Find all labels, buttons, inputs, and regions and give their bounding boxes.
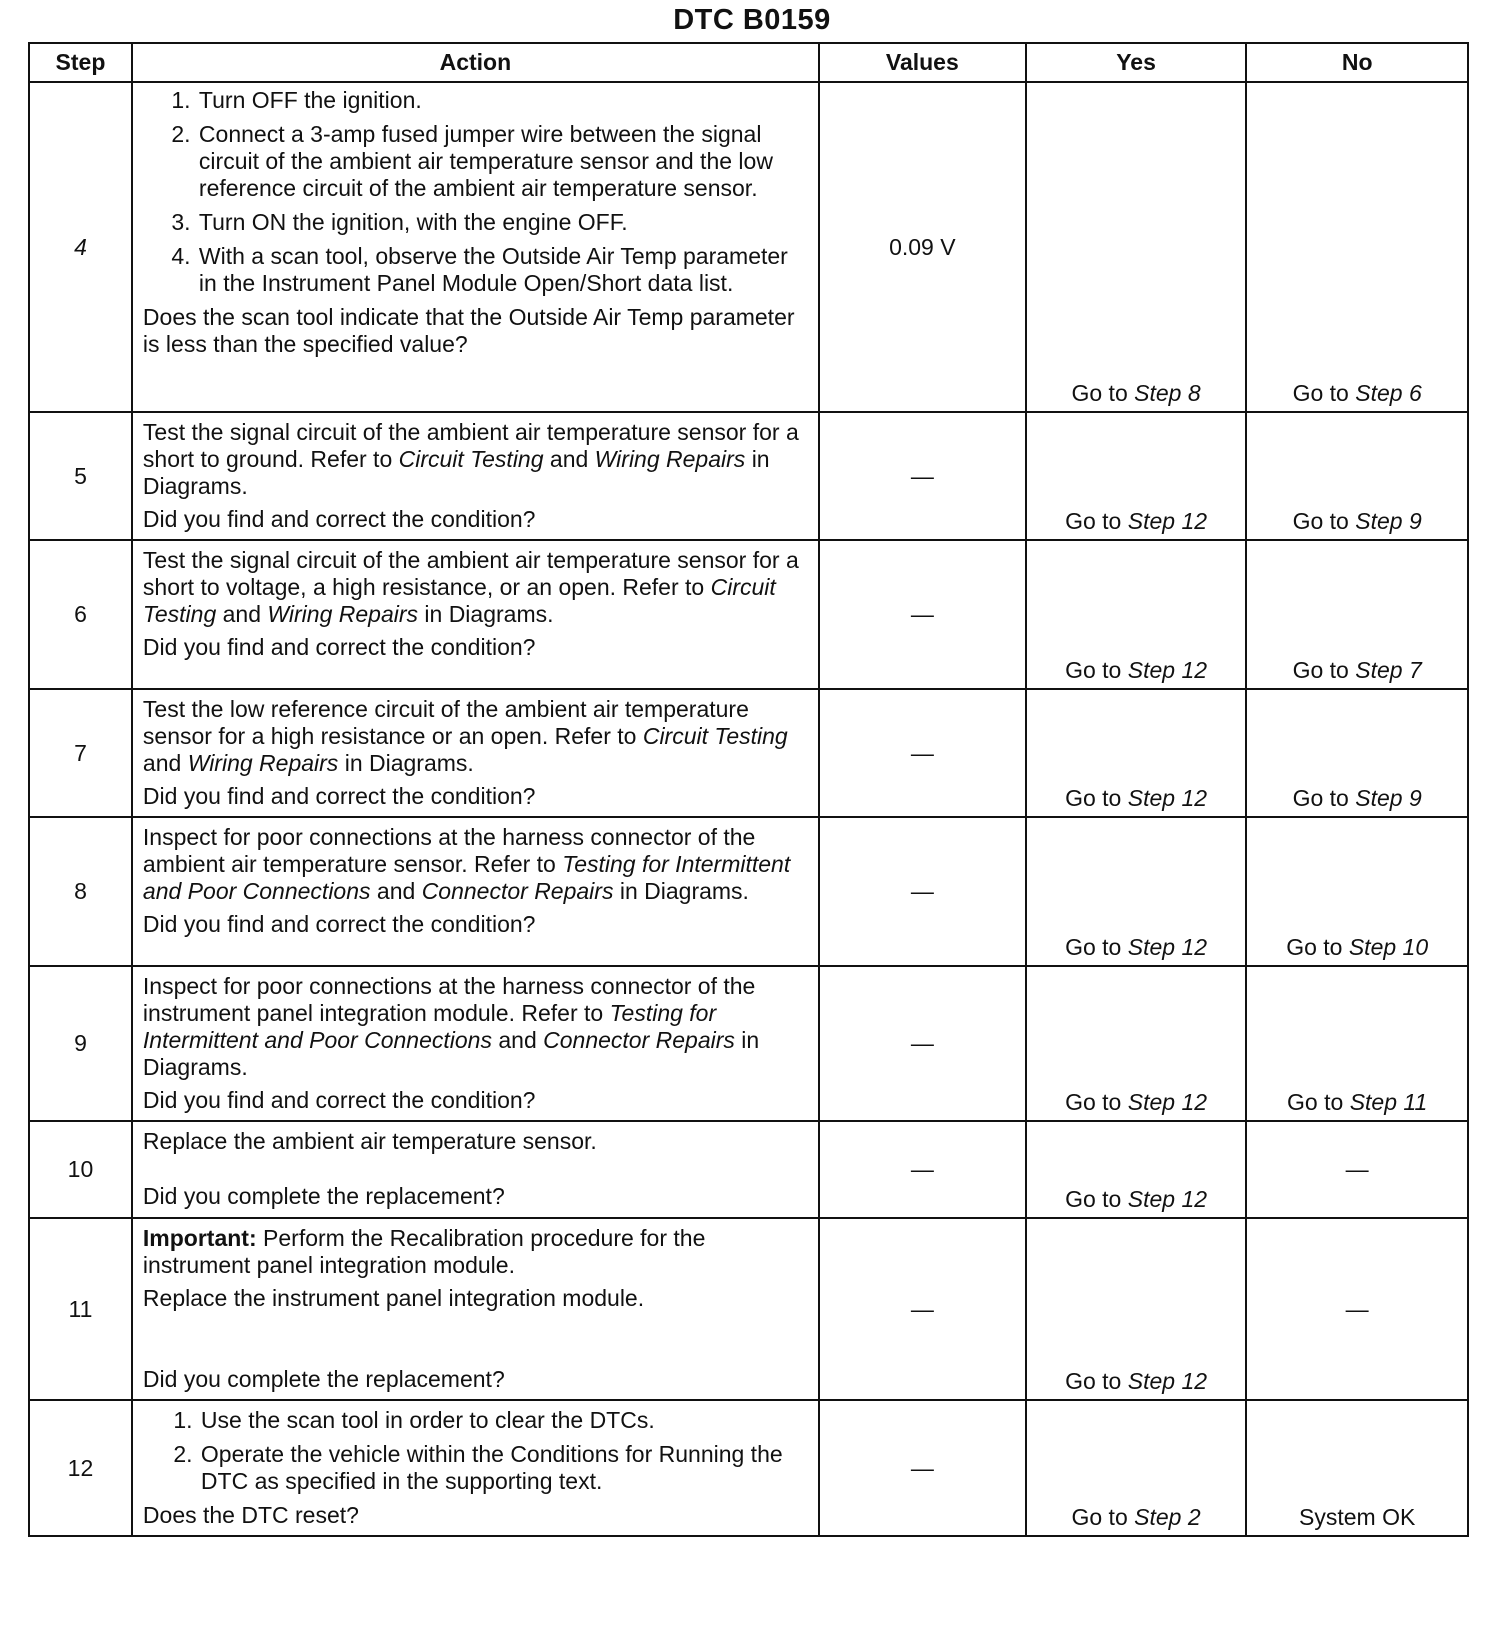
step-number: 8 [29, 817, 132, 966]
action-step: 2. Operate the vehicle within the Conditions for Running the DTC as specified in the supporting text. [199, 1441, 810, 1495]
action-question: Does the scan tool indicate that the Outside Air Temp parameter is less than the specified value? [142, 304, 795, 357]
table-header-row [29, 43, 1468, 82]
no-step-link[interactable]: Step 11 [1349, 1089, 1428, 1115]
value-cell: 0.09 V [819, 82, 1026, 412]
step-number: 11 [29, 1218, 132, 1400]
header-action: Action [132, 43, 819, 82]
action-step: 1. Use the scan tool in order to clear the DTCs. [199, 1407, 810, 1434]
table-row [29, 1218, 1468, 1400]
step-number: 6 [29, 540, 132, 689]
action-question: Does the DTC reset? [142, 1502, 359, 1528]
no-step-link[interactable]: Step 9 [1355, 508, 1422, 534]
yes-cell: Go to Step 12 [1026, 1218, 1247, 1400]
action-step: 4. With a scan tool, observe the Outside Air Temp parameter in the Instrument Panel Module Open/Short data list. [197, 243, 810, 297]
action-text: Test the low reference circuit of the ambient air temperature sensor for a high resistance or an open. Refer to Circuit Testing and Wiring Repairs in Diagrams. [142, 696, 788, 776]
no-cell: Go to Step 9 [1246, 412, 1468, 540]
table-row [29, 540, 1468, 689]
table-row [29, 82, 1468, 412]
go-to-label: Go to [1292, 380, 1349, 406]
important-note: Important: Perform the Recalibration procedure for the instrument panel integration module. [142, 1225, 706, 1278]
value-cell: — [819, 1121, 1026, 1218]
wiring-repairs-link[interactable]: Wiring Repairs [267, 601, 419, 627]
important-label: Important: [142, 1225, 257, 1251]
no-cell [1246, 82, 1468, 412]
diagnostic-table [28, 42, 1469, 1537]
no-cell: Go to Step 9 [1246, 689, 1468, 817]
testing-intermittent-link[interactable]: Testing for Intermittent and Poor Connections [142, 1000, 717, 1053]
no-cell: Go to Step 11 [1246, 966, 1468, 1121]
circuit-testing-link[interactable]: Circuit Testing [642, 723, 788, 749]
table-row [29, 412, 1468, 540]
no-step-link[interactable]: Step 7 [1355, 657, 1422, 683]
yes-cell: Go to Step 2 [1026, 1400, 1247, 1536]
yes-step-link[interactable]: Step 2 [1134, 1504, 1201, 1530]
no-cell: — [1246, 1218, 1468, 1400]
yes-step-link[interactable]: Step 12 [1127, 1186, 1208, 1212]
action-cell [132, 1218, 819, 1400]
yes-step-link[interactable]: Step 12 [1127, 934, 1208, 960]
action-cell [132, 966, 819, 1121]
value-cell: — [819, 540, 1026, 689]
no-cell: — [1246, 1121, 1468, 1218]
yes-step-link[interactable]: Step 8 [1134, 380, 1201, 406]
value-cell: — [819, 1400, 1026, 1536]
step-number: 4 [29, 82, 132, 412]
connector-repairs-link[interactable]: Connector Repairs [421, 878, 614, 904]
action-question: Did you find and correct the condition? [142, 634, 536, 660]
connector-repairs-link[interactable]: Connector Repairs [543, 1027, 735, 1053]
yes-cell: Go to Step 12 [1026, 966, 1247, 1121]
action-question: Did you find and correct the condition? [142, 783, 536, 809]
action-step: 3. Turn ON the ignition, with the engine OFF. [197, 209, 810, 236]
go-to-label: Go to [1071, 380, 1128, 406]
no-cell: Go to Step 10 [1246, 817, 1468, 966]
action-text: Inspect for poor connections at the harness connector of the instrument panel integration module. Refer to Testing for Intermittent and Poor Connections and Connector Repairs in Diagrams. [142, 973, 760, 1080]
header-values: Values [819, 43, 1026, 82]
spacer [143, 1161, 810, 1183]
wiring-repairs-link[interactable]: Wiring Repairs [187, 750, 339, 776]
table-row [29, 689, 1468, 817]
action-question: Did you find and correct the condition? [142, 911, 536, 937]
value-cell: — [819, 412, 1026, 540]
action-question: Did you complete the replacement? [142, 1366, 505, 1392]
yes-cell: Go to Step 12 [1026, 689, 1247, 817]
table-row [29, 1400, 1468, 1536]
yes-step-link[interactable]: Step 12 [1127, 508, 1208, 534]
value-cell: — [819, 817, 1026, 966]
action-text: Test the signal circuit of the ambient air temperature sensor for a short to voltage, a high resistance, or an open. Refer to Circuit Testing and Wiring Repairs in Diagrams. [142, 547, 799, 627]
action-cell [132, 412, 819, 540]
action-text: Replace the ambient air temperature sensor. [142, 1128, 597, 1154]
step-number: 9 [29, 966, 132, 1121]
testing-intermittent-link[interactable]: Testing for Intermittent and Poor Connections [142, 851, 791, 904]
action-steps [143, 1407, 810, 1495]
yes-cell: Go to Step 12 [1026, 1121, 1247, 1218]
action-cell [132, 817, 819, 966]
no-cell: System OK [1246, 1400, 1468, 1536]
step-number: 10 [29, 1121, 132, 1218]
step-number: 7 [29, 689, 132, 817]
action-text: Inspect for poor connections at the harness connector of the ambient air temperature sensor. Refer to Testing for Intermittent and Poor Connections and Connector Repairs in Diagrams. [142, 824, 791, 904]
action-text: Replace the instrument panel integration module. [142, 1285, 645, 1311]
action-text: Test the signal circuit of the ambient air temperature sensor for a short to ground. Refer to Circuit Testing and Wiring Repairs in Diagrams. [142, 419, 799, 499]
value-cell: — [819, 966, 1026, 1121]
yes-cell: Go to Step 12 [1026, 540, 1247, 689]
yes-cell: Go to Step 12 [1026, 817, 1247, 966]
action-question: Did you find and correct the condition? [142, 1087, 536, 1113]
step-number: 5 [29, 412, 132, 540]
no-cell: Go to Step 7 [1246, 540, 1468, 689]
yes-cell: Go to Step 12 [1026, 412, 1247, 540]
value-cell: — [819, 689, 1026, 817]
spacer [143, 1318, 810, 1366]
table-row [29, 817, 1468, 966]
wiring-repairs-link[interactable]: Wiring Repairs [594, 446, 746, 472]
circuit-testing-link[interactable]: Circuit Testing [398, 446, 544, 472]
action-step: 1. Turn OFF the ignition. [197, 87, 810, 114]
no-step-link[interactable]: Step 9 [1355, 785, 1422, 811]
step-number: 12 [29, 1400, 132, 1536]
yes-step-link[interactable]: Step 12 [1127, 1089, 1208, 1115]
action-steps [143, 87, 810, 297]
table-row [29, 1121, 1468, 1218]
action-cell [132, 82, 819, 412]
no-step-link[interactable]: Step 6 [1355, 380, 1422, 406]
action-cell [132, 1400, 819, 1536]
header-yes: Yes [1026, 43, 1247, 82]
page-title: DTC B0159 [673, 4, 831, 36]
action-step: 2. Connect a 3-amp fused jumper wire between the signal circuit of the ambient air temperature sensor and the low reference circuit of the ambient air temperature sensor. [197, 121, 810, 202]
action-question: Did you complete the replacement? [142, 1183, 505, 1209]
yes-step-link[interactable]: Step 12 [1127, 657, 1208, 683]
no-step-link[interactable]: Step 10 [1348, 934, 1429, 960]
circuit-testing-link[interactable]: Circuit Testing [142, 574, 776, 627]
header-no: No [1246, 43, 1468, 82]
action-question: Did you find and correct the condition? [142, 506, 536, 532]
yes-cell [1026, 82, 1247, 412]
header-step: Step [29, 43, 132, 82]
table-row [29, 966, 1468, 1121]
yes-step-link[interactable]: Step 12 [1127, 1368, 1208, 1394]
action-cell [132, 540, 819, 689]
yes-step-link[interactable]: Step 12 [1127, 785, 1208, 811]
action-cell [132, 1121, 819, 1218]
action-cell [132, 689, 819, 817]
value-cell: — [819, 1218, 1026, 1400]
